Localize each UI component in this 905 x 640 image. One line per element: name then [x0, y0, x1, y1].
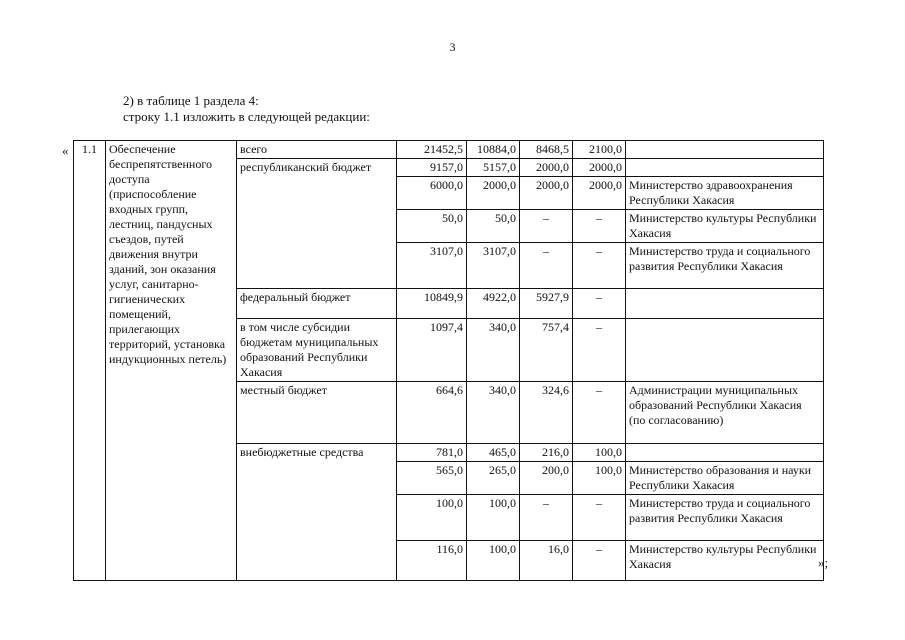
row-number: 1.1	[74, 141, 106, 581]
source-cell: внебюджетные средства	[237, 444, 397, 581]
source-cell: в том числе субсидии бюджетам муниципальных образований Республики Хакасия	[237, 319, 397, 382]
year1-cell: 340,0	[467, 319, 520, 382]
executor-cell: Министерство труда и социального развития Республики Хакасия	[626, 243, 824, 289]
total-cell: 9157,0	[397, 159, 467, 177]
executor-cell: Министерство образования и науки Республики Хакасия	[626, 462, 824, 495]
year1-cell: 2000,0	[467, 177, 520, 210]
year3-cell: 2000,0	[573, 177, 626, 210]
year2-cell: 324,6	[520, 382, 573, 444]
intro-line-2: строку 1.1 изложить в следующей редакции:	[123, 109, 370, 124]
year1-cell: 265,0	[467, 462, 520, 495]
measure-name: Обеспечение беспрепятственного доступа (приспособление входных групп, лестниц, пандусных съездов, путей движения внутри зданий, зон оказания услуг, санитарно-гигиенических помещений, прилегающих территорий, установка индукционных петель)	[106, 141, 237, 581]
total-cell: 10849,9	[397, 289, 467, 319]
total-cell: 664,6	[397, 382, 467, 444]
opening-quote: «	[62, 143, 69, 158]
year2-cell: 16,0	[520, 541, 573, 581]
total-cell: 116,0	[397, 541, 467, 581]
year1-cell: 3107,0	[467, 243, 520, 289]
year2-cell: 200,0	[520, 462, 573, 495]
year3-cell: –	[573, 495, 626, 541]
total-cell: 21452,5	[397, 141, 467, 159]
executor-cell: Министерство здравоохранения Республики Хакасия	[626, 177, 824, 210]
budget-table	[73, 140, 824, 581]
year1-cell: 10884,0	[467, 141, 520, 159]
executor-cell	[626, 319, 824, 382]
source-cell: республиканский бюджет	[237, 159, 397, 289]
year3-cell: 2000,0	[573, 159, 626, 177]
year1-cell: 50,0	[467, 210, 520, 243]
year1-cell: 340,0	[467, 382, 520, 444]
total-cell: 100,0	[397, 495, 467, 541]
year2-cell: –	[520, 495, 573, 541]
total-cell: 565,0	[397, 462, 467, 495]
year1-cell: 5157,0	[467, 159, 520, 177]
year2-cell: 2000,0	[520, 177, 573, 210]
total-cell: 6000,0	[397, 177, 467, 210]
year3-cell: –	[573, 382, 626, 444]
year2-cell: 5927,9	[520, 289, 573, 319]
year3-cell: –	[573, 319, 626, 382]
executor-cell	[626, 159, 824, 177]
source-cell: всего	[237, 141, 397, 159]
total-cell: 781,0	[397, 444, 467, 462]
year3-cell: –	[573, 243, 626, 289]
year3-cell: –	[573, 541, 626, 581]
intro-line-1: 2) в таблице 1 раздела 4:	[123, 93, 259, 108]
total-cell: 3107,0	[397, 243, 467, 289]
year2-cell: 8468,5	[520, 141, 573, 159]
year2-cell: 2000,0	[520, 159, 573, 177]
year3-cell: 2100,0	[573, 141, 626, 159]
year3-cell: 100,0	[573, 462, 626, 495]
total-cell: 1097,4	[397, 319, 467, 382]
executor-cell: Министерство труда и социального развития Республики Хакасия	[626, 495, 824, 541]
executor-cell: Министерство культуры Республики Хакасия	[626, 210, 824, 243]
year2-cell: –	[520, 210, 573, 243]
executor-cell	[626, 444, 824, 462]
year3-cell: –	[573, 289, 626, 319]
executor-cell: Администрации муниципальных образований Республики Хакасия (по согласованию)	[626, 382, 824, 444]
year2-cell: 216,0	[520, 444, 573, 462]
page-number: 3	[449, 40, 456, 54]
source-cell: федеральный бюджет	[237, 289, 397, 319]
year3-cell: –	[573, 210, 626, 243]
year2-cell: –	[520, 243, 573, 289]
year1-cell: 465,0	[467, 444, 520, 462]
executor-cell: Министерство культуры Республики Хакасия	[626, 541, 824, 581]
year1-cell: 100,0	[467, 541, 520, 581]
total-cell: 50,0	[397, 210, 467, 243]
source-cell: местный бюджет	[237, 382, 397, 444]
executor-cell	[626, 289, 824, 319]
year2-cell: 757,4	[520, 319, 573, 382]
closing-quote: »;	[818, 555, 829, 570]
year1-cell: 100,0	[467, 495, 520, 541]
year1-cell: 4922,0	[467, 289, 520, 319]
table-row	[74, 141, 824, 159]
executor-cell	[626, 141, 824, 159]
year3-cell: 100,0	[573, 444, 626, 462]
